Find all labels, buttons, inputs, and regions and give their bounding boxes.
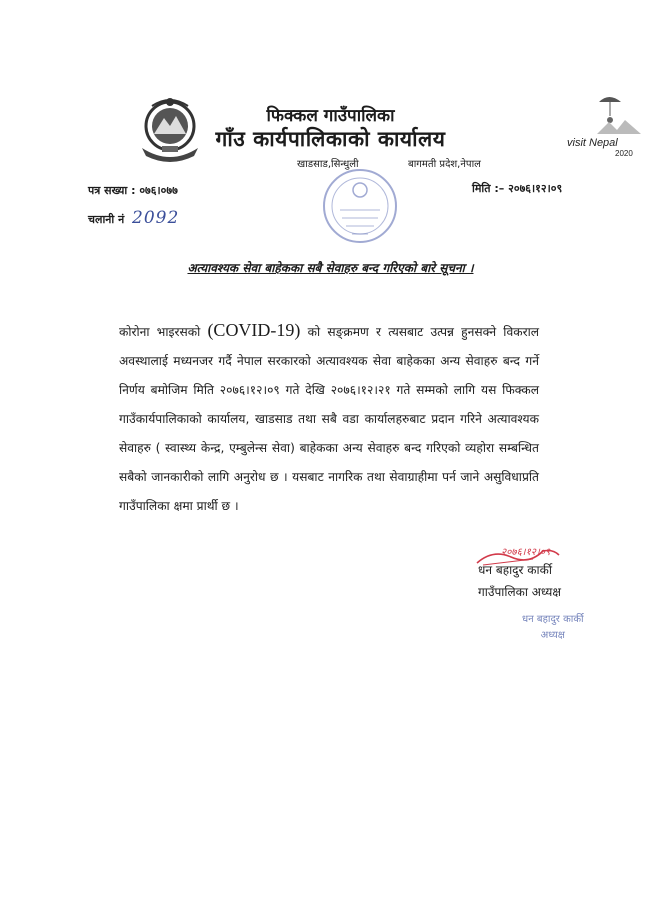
office-title: गाँउ कार्यपालिकाको कार्यालय: [215, 127, 446, 151]
chalani-label: चलानी नं: [88, 213, 125, 226]
signatory-name: धन बहादुर कार्की: [478, 563, 552, 577]
date-value: २०७६।१२।०९: [508, 182, 563, 195]
signatory-title: गाउँपालिका अध्यक्ष: [478, 585, 561, 599]
date: [472, 181, 562, 196]
patra-sankhya: [88, 183, 178, 198]
visit-brand-text: visit Nepal: [567, 137, 618, 149]
stamp-name: धन बहादुर कार्की: [522, 614, 584, 625]
address-province: बागमती प्रदेश,नेपाल: [408, 159, 481, 170]
body-covid: (COVID-19): [207, 320, 301, 340]
patra-sankhya-label: पत्र सख्या :: [88, 184, 136, 197]
chalani-value: 2092: [132, 208, 180, 228]
office-stamp: [312, 166, 408, 248]
date-label: मिति :–: [472, 182, 505, 195]
body-part-1: कोरोना भाइरसको: [119, 325, 208, 339]
stamp-title: अध्यक्ष: [540, 630, 565, 641]
notice-body: [119, 316, 539, 521]
body-part-2: को सङ्क्रमण र त्यसबाट उत्पन्न हुनसक्ने विकराल अवस्थालाई मध्यनजर गर्दै नेपाल सरकारको अत्यावश्यक सेवा बाहेकका अन्य सेवाहरु बन्द गर्ने निर्णय बमोजिम मिति २०७६।१२।०९ गते देखि २०७६।१२।२१ गते सम्मको लागि यस फिक्कल गाउँकार्यपालिकाको कार्यालय, खाडसाड तथा सबै वडा कार्यालहरुबाट प्रदान गरिने अत्यावश्यक सेवाहरु ( स्वास्थ्य केन्द्र, एम्बुलेन्स सेवा) बाहेकका अन्य सेवाहरु बन्द गरिएको व्यहोरा सम्बन्धित सबैको जानकारीको लागि अनुरोध छ । यसबाट नागरिक तथा सेवाग्राहीमा पर्न जाने असुविधाप्रति गाउँपालिका क्षमा प्रार्थी छ ।: [119, 325, 539, 513]
address-district: खाडसाड,सिन्धुली: [297, 159, 359, 170]
patra-sankhya-value: ०७६।०७७: [139, 184, 178, 197]
subject-line: अत्यावश्यक सेवा बाहेकका सबै सेवाहरु बन्द गरिएको बारे सूचना ।: [187, 261, 474, 275]
visit-year-text: 2020: [615, 149, 633, 158]
signature-date: २०७६।१२।०९: [501, 547, 551, 558]
chalani-number: [88, 208, 179, 228]
signatory-stamp: [522, 612, 584, 644]
office-name: फिक्कल गाउँपालिका: [266, 106, 395, 126]
